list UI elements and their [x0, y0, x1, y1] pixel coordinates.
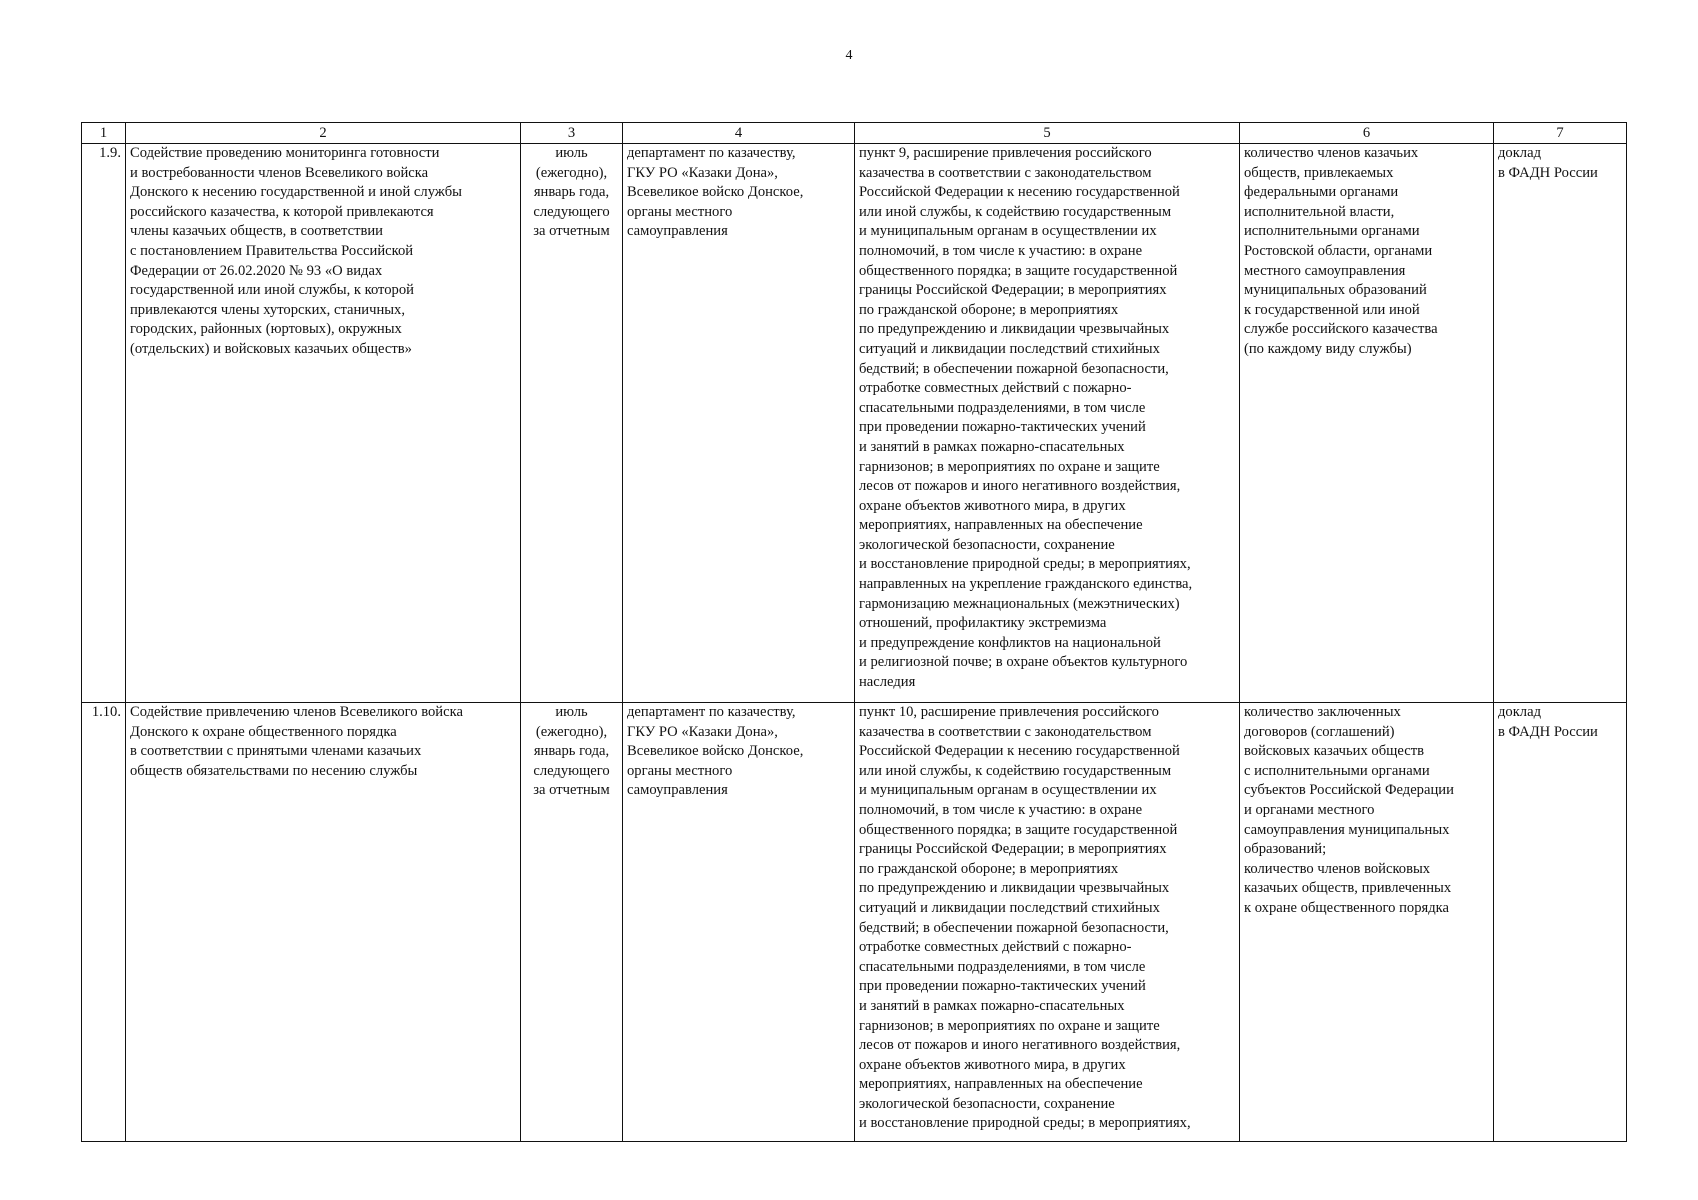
- table-row: [82, 703, 1627, 1142]
- table-header-row: [82, 123, 1627, 144]
- column-header: 2: [126, 123, 521, 144]
- indicator-cell: количество членов казачьих обществ, привлекаемых федеральными органами исполнительной власти, исполнительными органами Ростовской области, органами местного самоуправления муниципальных образований к государственной или иной службе российского казачества (по каждому виду службы): [1240, 144, 1494, 703]
- report-cell: доклад в ФАДН России: [1494, 144, 1627, 703]
- column-header: 4: [623, 123, 855, 144]
- plan-table: [81, 122, 1627, 1142]
- column-header: 1: [82, 123, 126, 144]
- goal-cell: пункт 10, расширение привлечения российского казачества в соответствии с законодательством Российской Федерации к несению государственной или иной службы, к содействию государственным и муниципальным органам в осуществлении их полномочий, в том числе к участию: в охране общественного порядка; в защите государственной границы Российской Федерации; в мероприятиях по гражданской обороне; в мероприятиях по предупреждению и ликвидации чрезвычайных ситуаций и ликвидации последствий стихийных бедствий; в обеспечении пожарной безопасности, отработке совместных действий с пожарно- спасательными подразделениями, в том числе при проведении пожарно-тактических учений и занятий в рамках пожарно-спасательных гарнизонов; в мероприятиях по охране и защите лесов от пожаров и иного негативного воздействия, охране объектов животного мира, в других мероприятиях, направленных на обеспечение экологической безопасности, сохранение и восстановление природной среды; в мероприятиях,: [855, 703, 1240, 1142]
- executors-cell: департамент по казачеству, ГКУ РО «Казаки Дона», Всевеликое войско Донское, органы местного самоуправления: [623, 144, 855, 703]
- indicator-cell: количество заключенных договоров (соглашений) войсковых казачьих обществ с исполнительными органами субъектов Российской Федерации и органами местного самоуправления муниципальных образований; количество членов войсковых казачьих обществ, привлеченных к охране общественного порядка: [1240, 703, 1494, 1142]
- period-cell: июль (ежегодно), январь года, следующего за отчетным: [521, 703, 623, 1142]
- goal-cell: пункт 9, расширение привлечения российского казачества в соответствии с законодательством Российской Федерации к несению государственной или иной службы, к содействию государственным и муниципальным органам в осуществлении их полномочий, в том числе к участию: в охране общественного порядка; в защите государственной границы Российской Федерации; в мероприятиях по гражданской обороне; в мероприятиях по предупреждению и ликвидации чрезвычайных ситуаций и ликвидации последствий стихийных бедствий; в обеспечении пожарной безопасности, отработке совместных действий с пожарно- спасательными подразделениями, в том числе при проведении пожарно-тактических учений и занятий в рамках пожарно-спасательных гарнизонов; в мероприятиях по охране и защите лесов от пожаров и иного негативного воздействия, охране объектов животного мира, в других мероприятиях, направленных на обеспечение экологической безопасности, сохранение и восстановление природной среды; в мероприятиях, направленных на укрепление гражданского единства, гармонизацию межнациональных (межэтнических) отношений, профилактику экстремизма и предупреждение конфликтов на национальной и религиозной почве; в охране объектов культурного наследия: [855, 144, 1240, 703]
- period-cell: июль (ежегодно), январь года, следующего за отчетным: [521, 144, 623, 703]
- column-header: 3: [521, 123, 623, 144]
- table-row: [82, 144, 1627, 703]
- page-number: 4: [845, 48, 853, 63]
- executors-cell: департамент по казачеству, ГКУ РО «Казаки Дона», Всевеликое войско Донское, органы местного самоуправления: [623, 703, 855, 1142]
- column-header: 5: [855, 123, 1240, 144]
- row-number: 1.9.: [82, 144, 126, 703]
- row-number: 1.10.: [82, 703, 126, 1142]
- measure-cell: Содействие привлечению членов Всевеликого войска Донского к охране общественного порядка в соответствии с принятыми членами казачьих обществ обязательствами по несению службы: [126, 703, 521, 1142]
- measure-cell: Содействие проведению мониторинга готовности и востребованности членов Всевеликого войска Донского к несению государственной и иной службы российского казачества, к которой привлекаются члены казачьих обществ, в соответствии с постановлением Правительства Российской Федерации от 26.02.2020 № 93 «О видах государственной или иной службы, к которой привлекаются члены хуторских, станичных, городских, районных (юртовых), окружных (отдельских) и войсковых казачьих обществ»: [126, 144, 521, 703]
- column-header: 7: [1494, 123, 1627, 144]
- column-header: 6: [1240, 123, 1494, 144]
- report-cell: доклад в ФАДН России: [1494, 703, 1627, 1142]
